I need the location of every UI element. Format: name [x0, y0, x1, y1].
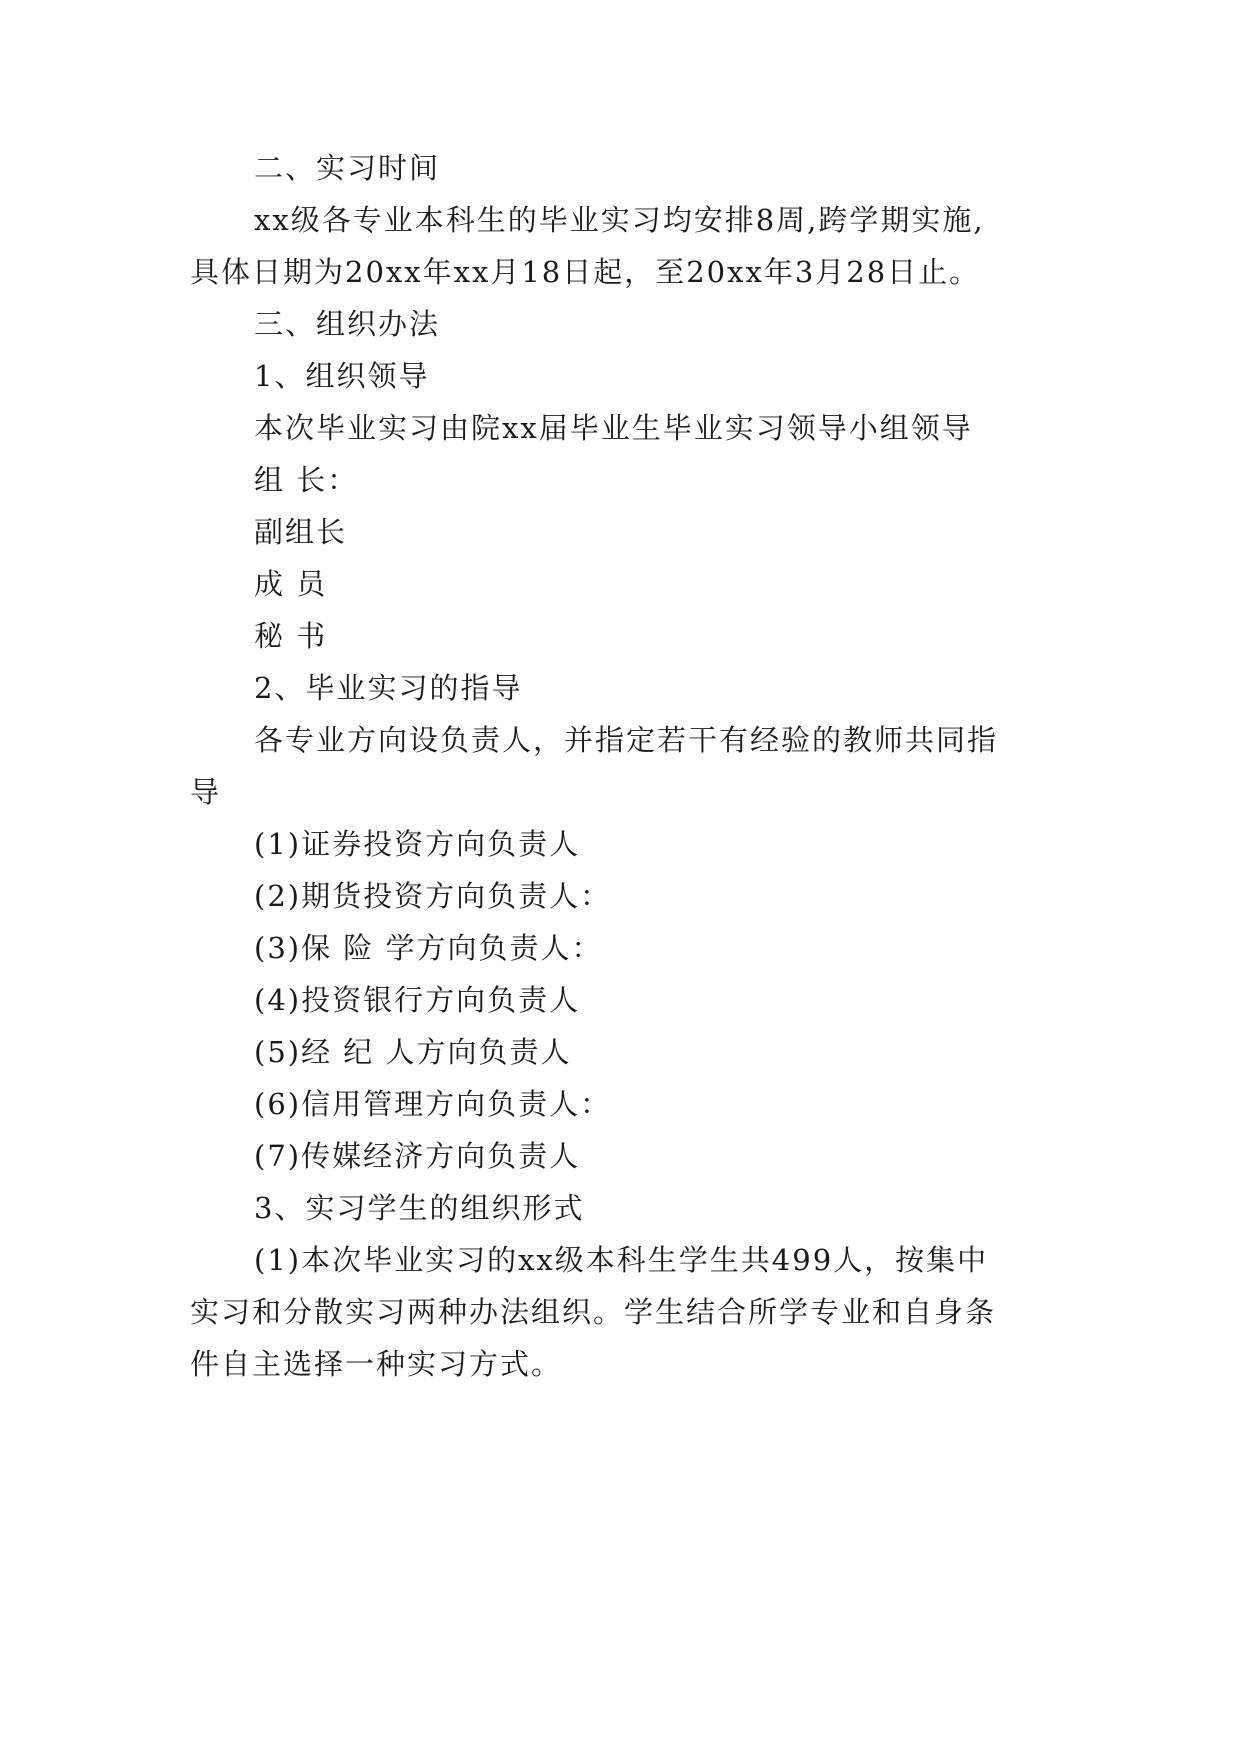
- list-item: (6)信用管理方向负责人：: [254, 1087, 612, 1121]
- paragraph-line: 本次毕业实习由院xx届毕业生毕业实习领导小组领导: [254, 411, 973, 445]
- paragraph-line: 实习和分散实习两种办法组织。学生结合所学专业和自身条: [190, 1295, 997, 1329]
- role-line-leader: 组 长：: [254, 463, 359, 497]
- paragraph-line: 各专业方向设负责人，并指定若干有经验的教师共同指: [254, 723, 999, 757]
- section-heading-organization: 三、组织办法: [254, 307, 441, 341]
- subsection-heading-student-organization: 3、实习学生的组织形式: [254, 1191, 585, 1225]
- paragraph-line: 导: [190, 775, 222, 809]
- list-item: (7)传媒经济方向负责人: [254, 1139, 581, 1173]
- paragraph-line: xx级各专业本科生的毕业实习均安排8周,跨学期实施,: [254, 203, 985, 237]
- section-heading-internship-time: 二、实习时间: [254, 151, 441, 185]
- paragraph-line: 件自主选择一种实习方式。: [190, 1347, 563, 1381]
- list-item: (4)投资银行方向负责人: [254, 983, 581, 1017]
- list-item: (3)保 险 学方向负责人：: [254, 931, 603, 965]
- role-line-secretary: 秘 书: [254, 619, 328, 653]
- list-item: (1)证券投资方向负责人: [254, 827, 581, 861]
- paragraph-line: (1)本次毕业实习的xx级本科生学生共499人，按集中: [254, 1243, 989, 1277]
- role-line-members: 成 员: [254, 567, 328, 601]
- subsection-heading-guidance: 2、毕业实习的指导: [254, 671, 523, 705]
- subsection-heading-leadership: 1、组织领导: [254, 359, 430, 393]
- paragraph-line: 具体日期为20xx年xx月18日起，至20xx年3月28日止。: [190, 255, 981, 289]
- role-line-deputy-leader: 副组长: [254, 515, 348, 549]
- list-item: (2)期货投资方向负责人：: [254, 879, 612, 913]
- list-item: (5)经 纪 人方向负责人: [254, 1035, 572, 1069]
